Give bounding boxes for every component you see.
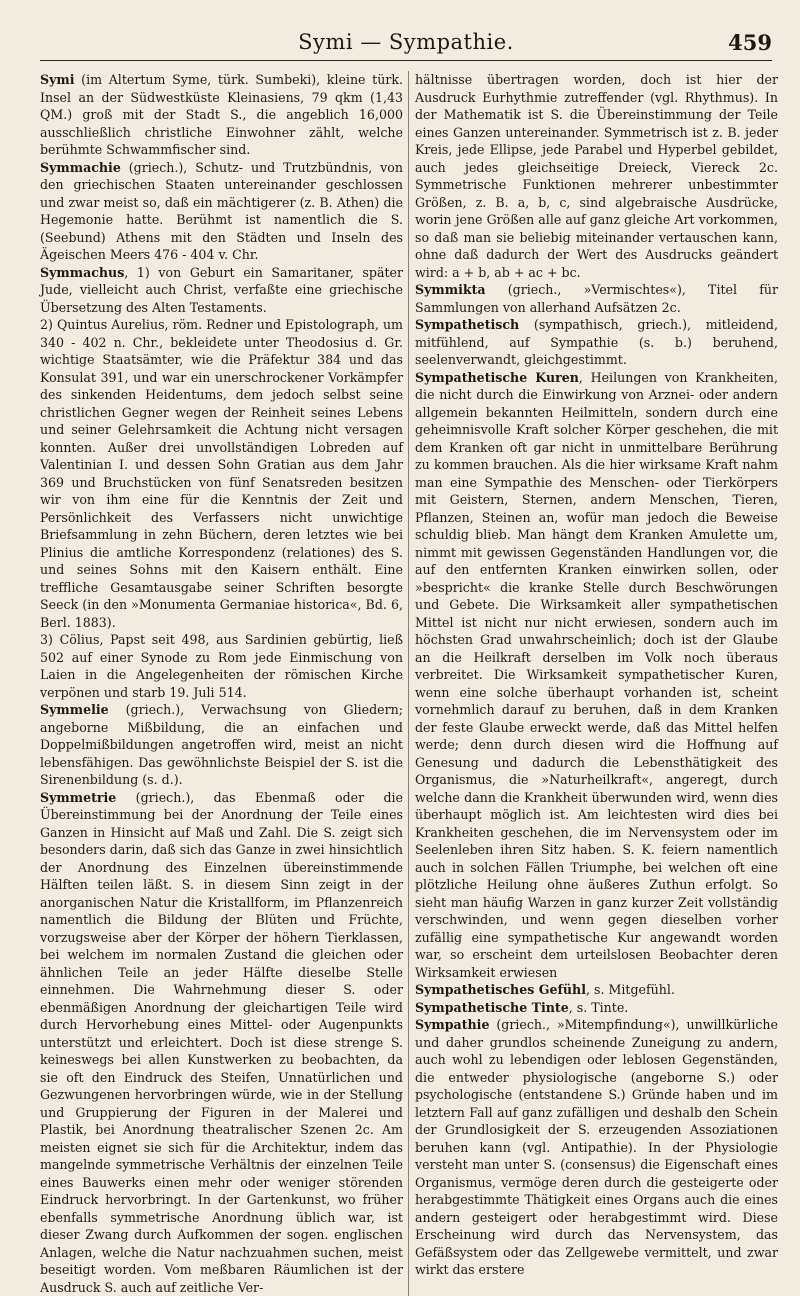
entry-symmetrie-continued bbox=[415, 71, 778, 281]
entry-text: (griech.), Schutz- und Trutzbündnis, von den griechischen Staaten untereinander geschlossen und zwar meist so, daß ein mächtigerer (z. B. Athen) die Hegemonie hatte. Berühmt ist namentlich die S. (Seebund) Athens mit den Städten und Inseln des Ägeischen Meers 476 - 404 v. Chr. bbox=[40, 160, 403, 263]
entry-sympathetische-kuren bbox=[415, 369, 778, 982]
column-left bbox=[40, 71, 403, 1296]
entry-text: (griech., »Vermischtes«), Titel für Sammlungen von allerhand Aufsätzen 2c. bbox=[415, 282, 778, 315]
headword: Symmachus bbox=[40, 265, 124, 280]
entry-text: (griech., »Mitempfindung«), unwillkürliche und daher grundlos scheinende Zuneigung zu andern, auch wohl zu lebendigen oder leblosen Gegenständen, die entweder physiologische (angeborne S.) oder psychologische (entstandene S.) Gründe haben und im letztern Fall auf ganz zufälligen und deshalb den Schein der Grundlosigkeit der S. erzeugenden Assoziationen beruhen kann (vgl. Antipathie). In der Physiologie versteht man unter S. (consensus) die Eigenschaft eines Organismus, vermöge deren durch die gesteigerte oder herabgestimmte Thätigkeit eines Organs auch die eines andern gesteigert oder herabgestimmt wird. Diese Erscheinung wird durch das Nervensystem, das Gefäßsystem oder das Zellgewebe vermittelt, und zwar wirkt das erstere bbox=[415, 1017, 778, 1277]
headword: Sympathie bbox=[415, 1017, 489, 1032]
entry-symmikta bbox=[415, 281, 778, 316]
headword: Sympathetische Kuren bbox=[415, 370, 579, 385]
entry-symmelie bbox=[40, 701, 403, 789]
entry-symmachus bbox=[40, 264, 403, 317]
page-number: 459 bbox=[728, 30, 772, 55]
entry-symmachus-3 bbox=[40, 631, 403, 701]
entry-text: hältnisse übertragen worden, doch ist hier der Ausdruck Eurhythmie zutreffender (vgl. Rhythmus). In der Mathematik ist S. die Übereinstimmung der Teile eines Ganzen untereinander. Symmetrisch ist z. B. jeder Kreis, jede Ellipse, jede Parabel und Hyperbel gebildet, auch jedes gleichseitige Dreieck, Viereck 2c. Symmetrische Funktionen mehrerer unbestimmter Größen, z. B. a, b, c, sind algebraische Ausdrücke, worin jene Größen alle auf ganz gleiche Art vorkommen, so daß man sie beliebig miteinander vertauschen kann, ohne daß dadurch der Wert des Ausdrucks geändert wird: a + b, ab + ac + bc. bbox=[415, 72, 778, 280]
entry-text: (sympathisch, griech.), mitleidend, mitfühlend, auf Sympathie (s. b.) beruhend, seelenverwandt, gleichgestimmt. bbox=[415, 317, 778, 367]
entry-text: , 1) von Geburt ein Samaritaner, später Jude, vielleicht auch Christ, verfaßte eine griechische Übersetzung des Alten Testaments. bbox=[40, 265, 403, 315]
column-right bbox=[415, 71, 778, 1296]
entry-sympathetisch bbox=[415, 316, 778, 369]
running-title: Symi — Sympathie. bbox=[40, 30, 772, 54]
page-header bbox=[40, 26, 772, 61]
headword: Symmachie bbox=[40, 160, 121, 175]
headword: Symmelie bbox=[40, 702, 109, 717]
entry-symi bbox=[40, 71, 403, 159]
entry-sympathetische-tinte bbox=[415, 999, 778, 1017]
entry-symmetrie bbox=[40, 789, 403, 1296]
entry-text: (im Altertum Syme, türk. Sumbeki), kleine türk. Insel an der Südwestküste Kleinasiens, 79 qkm (1,43 QM.) groß mit der Stadt S., die angeblich 16,000 ausschließlich christliche Einwohner zählt, welche berühmte Schwammfischer sind. bbox=[40, 72, 403, 157]
entry-symmachus-2 bbox=[40, 316, 403, 631]
text-columns bbox=[40, 71, 772, 1296]
entry-symmachie bbox=[40, 159, 403, 264]
headword: Sympathetisches Gefühl bbox=[415, 982, 586, 997]
headword: Symmikta bbox=[415, 282, 486, 297]
entry-sympathetisches-gefuehl bbox=[415, 981, 778, 999]
headword: Symi bbox=[40, 72, 75, 87]
entry-text: , s. Tinte. bbox=[569, 1000, 629, 1015]
entry-text: , Heilungen von Krankheiten, die nicht durch die Einwirkung von Arznei- oder andern allgemein bekannten Heilmitteln, sondern durch eine geheimnisvolle Kraft solcher Körper geschehen, die mit dem Kranken oft gar nicht in unmittelbare Berührung zu kommen brauchen. Als die hier wirksame Kraft nahm man eine Sympathie des Menschen- oder Tierkörpers mit Geistern, Sternen, andern Menschen, Tieren, Pflanzen, Steinen an, wofür man jedoch die Beweise schuldig blieb. Man hängt dem Kranken Amulette um, nimmt mit gewissen Gegenständen Handlungen vor, die auf den entfernten Kranken einwirken sollen, oder »bespricht« die kranke Stelle durch Beschwörungen und Gebete. Die Wirksamkeit aller sympathetischen Mittel ist nicht nur nicht erwiesen, sondern auch im höchsten Grad unwahrscheinlich; doch ist der Glaube an die Heilkraft derselben im Volk noch überaus verbreitet. Die Wirksamkeit sympathetischer Kuren, wenn eine solche überhaupt vorhanden ist, scheint vornehmlich darauf zu beruhen, daß in dem Kranken der feste Glaube erweckt werde, daß das Mittel helfen werde; denn durch diesen wird die Hoffnung auf Genesung und dadurch die Lebensthätigkeit des Organismus, die »Naturheilkraft«, angeregt, durch welche dann die Krankheit überwunden wird, wenn dies überhaupt möglich ist. Am leichtesten wird dies bei Krankheiten geschehen, die im Nervensystem oder im Seelenleben ihren Sitz haben. S. K. feiern namentlich auch in solchen Fällen Triumphe, bei welchen oft eine plötzliche Heilung ohne äußeres Zuthun erfolgt. So sieht man häufig Warzen in ganz kurzer Zeit vollständig verschwinden, und wenn gegen dieselben vorher zufällig eine sympathetische Kur angewandt worden war, so erscheint dem urteilslosen Beobachter deren Wirksamkeit erwiesen bbox=[415, 370, 778, 980]
entry-text: 2) Quintus Aurelius, röm. Redner und Epistolograph, um 340 - 402 n. Chr., bekleidete unter Theodosius d. Gr. wichtige Staatsämter, wie die Präfektur 384 und das Konsulat 391, und war ein unerschrockener Vorkämpfer des sinkenden Heidentums, dem jedoch selbst seine christlichen Gegner wegen der Reinheit seines Lebens und seiner Gelehrsamkeit die Achtung nicht versagen konnten. Außer drei unvollständigen Lobreden auf Valentinian I. und dessen Sohn Gratian aus dem Jahr 369 und Bruchstücken von fünf Senatsreden besitzen wir von ihm eine für die Kenntnis der Zeit und Persönlichkeit des Verfassers nicht unwichtige Briefsammlung in zehn Büchern, deren letztes wie bei Plinius die amtliche Korrespondenz (relationes) des S. und seines Sohns mit den Kaisern enthält. Eine treffliche Gesamtausgabe seiner Schriften besorgte Seeck (in den »Monumenta Germaniae historica«, Bd. 6, Berl. 1883). bbox=[40, 317, 403, 630]
entry-text: (griech.), das Ebenmaß oder die Übereinstimmung bei der Anordnung der Teile eines Ganzen in Hinsicht auf Maß und Zahl. Die S. zeigt sich besonders darin, daß sich das Ganze in zwei hinsichtlich der Anordnung des Einzelnen übereinstimmende Hälften teilen läßt. S. in diesem Sinn zeigt in der anorganischen Natur die Kristallform, im Pflanzenreich namentlich die Bildung der Blüten und Früchte, vorzugsweise aber der Körper der höhern Tierklassen, bei welchem im normalen Zustand die gleichen oder ähnlichen Teile an jeder Hälfte dieselbe Stelle einnehmen. Die Wahrnehmung dieser S. oder ebenmäßigen Anordnung der gleichartigen Teile wird durch Hervorhebung eines Mittel- oder Augenpunkts unterstützt und erleichtert. Doch ist diese strenge S. keineswegs bei allen Kunstwerken zu beobachten, da sie oft den Eindruck des Steifen, Unnatürlichen und Gezwungenen hervorbringen würde, wie in der Stellung und Gruppierung der Figuren in der Malerei und Plastik, bei Anordnung theatralischer Szenen 2c. Am meisten eignet sie sich für die Architektur, indem das mangelnde symmetrische Verhältnis der einzelnen Teile eines Bauwerks einen mehr oder weniger störenden Eindruck hervorbringt. In der Gartenkunst, wo früher ebenfalls symmetrische Anordnung üblich war, ist dieser Zwang durch Aufkommen der sogen. englischen Anlagen, welche die Natur nachzuahmen suchen, meist beseitigt worden. Vom meßbaren Räumlichen ist der Ausdruck S. auch auf zeitliche Ver- bbox=[40, 790, 403, 1295]
entry-sympathie bbox=[415, 1016, 778, 1279]
headword: Sympathetische Tinte bbox=[415, 1000, 569, 1015]
entry-text: 3) Cölius, Papst seit 498, aus Sardinien gebürtig, ließ 502 auf einer Synode zu Rom jede Einmischung von Laien in die Angelegenheiten der römischen Kirche verpönen und starb 19. Juli 514. bbox=[40, 632, 403, 700]
entry-text: (griech.), Verwachsung von Gliedern; angeborne Mißbildung, die an einfachen und Doppelmißbildungen angetroffen wird, meist an nicht lebensfähigen. Das gewöhnlichste Beispiel der S. ist die Sirenenbildung (s. d.). bbox=[40, 702, 403, 787]
headword: Sympathetisch bbox=[415, 317, 519, 332]
entry-text: , s. Mitgefühl. bbox=[586, 982, 675, 997]
headword: Symmetrie bbox=[40, 790, 116, 805]
